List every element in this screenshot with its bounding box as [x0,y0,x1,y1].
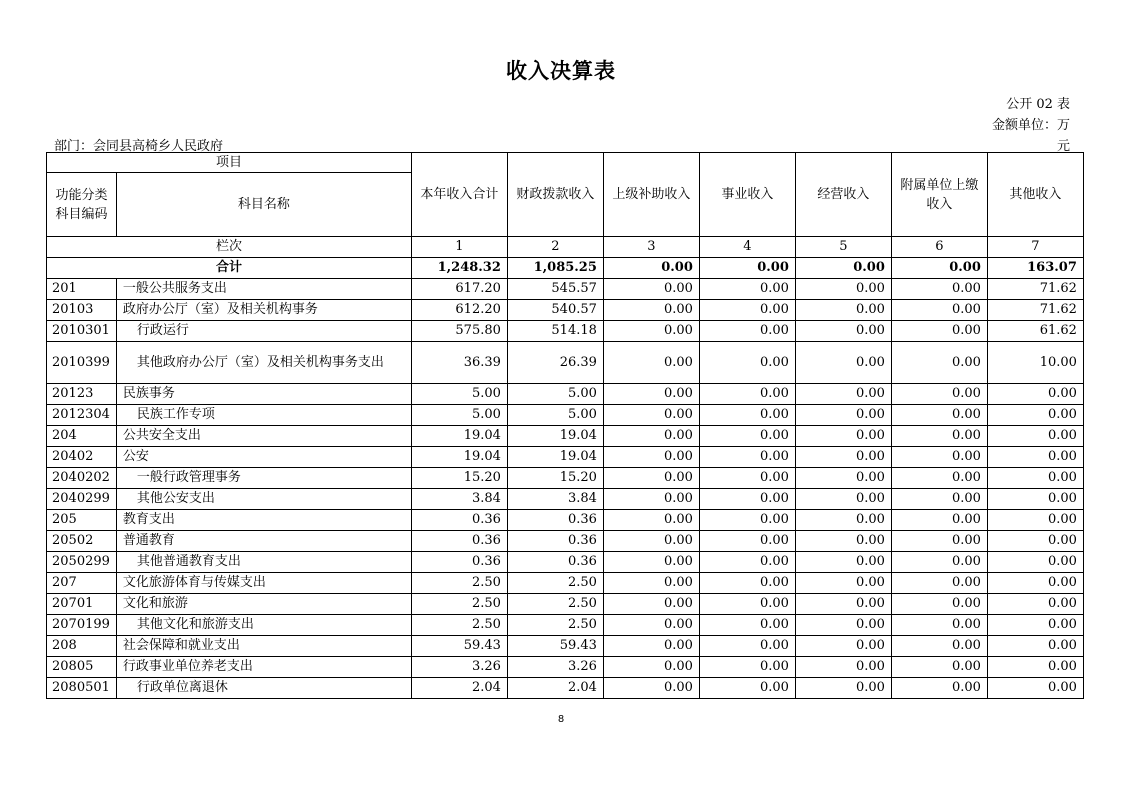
amount-col3: 0.00 [603,510,699,531]
header-total-income: 本年收入合计 [411,153,507,237]
amount-col7: 0.00 [987,531,1083,552]
header-fiscal-allocation: 财政拨款收入 [507,153,603,237]
header-item: 项目 [47,153,412,173]
total-value-col1: 1,248.32 [411,258,507,279]
column-index-6: 6 [891,237,987,258]
amount-col5: 0.00 [795,657,891,678]
amount-col5: 0.00 [795,531,891,552]
amount-col2: 19.04 [507,447,603,468]
amount-col7: 0.00 [987,468,1083,489]
form-number: 公开 02 表 [1006,97,1070,112]
amount-col3: 0.00 [603,384,699,405]
amount-col1: 575.80 [411,321,507,342]
total-value-col4: 0.00 [699,258,795,279]
table-row [47,531,1084,552]
subject-name: 其他普通教育支出 [116,552,411,573]
amount-col4: 0.00 [699,321,795,342]
amount-col4: 0.00 [699,405,795,426]
amount-col5: 0.00 [795,573,891,594]
amount-col4: 0.00 [699,510,795,531]
amount-col4: 0.00 [699,447,795,468]
subject-code: 2040299 [47,489,117,510]
amount-col1: 5.00 [411,405,507,426]
amount-col4: 0.00 [699,636,795,657]
amount-col5: 0.00 [795,678,891,699]
amount-col2: 514.18 [507,321,603,342]
column-index-5: 5 [795,237,891,258]
subject-code: 20123 [47,384,117,405]
amount-col3: 0.00 [603,489,699,510]
subject-code: 20701 [47,594,117,615]
table-row [47,447,1084,468]
amount-col6: 0.00 [891,447,987,468]
subject-name: 行政单位离退休 [116,678,411,699]
subject-code: 204 [47,426,117,447]
header-other-income: 其他收入 [987,153,1083,237]
column-index-4: 4 [699,237,795,258]
table-row [47,468,1084,489]
subject-code: 2080501 [47,678,117,699]
amount-col1: 2.50 [411,615,507,636]
amount-col3: 0.00 [603,300,699,321]
amount-col6: 0.00 [891,300,987,321]
column-index-label: 栏次 [47,237,412,258]
amount-col7: 61.62 [987,321,1083,342]
subject-code: 205 [47,510,117,531]
total-value-col6: 0.00 [891,258,987,279]
amount-col5: 0.00 [795,510,891,531]
column-index-1: 1 [411,237,507,258]
total-value-col7: 163.07 [987,258,1083,279]
subject-code: 2012304 [47,405,117,426]
amount-col3: 0.00 [603,426,699,447]
table-row [47,594,1084,615]
amount-col4: 0.00 [699,552,795,573]
total-value-col2: 1,085.25 [507,258,603,279]
column-index-2: 2 [507,237,603,258]
amount-col6: 0.00 [891,468,987,489]
table-row [47,384,1084,405]
amount-col5: 0.00 [795,615,891,636]
amount-col1: 612.20 [411,300,507,321]
header-operating-income: 经营收入 [795,153,891,237]
table-row [47,657,1084,678]
amount-col1: 36.39 [411,342,507,384]
amount-col4: 0.00 [699,594,795,615]
amount-col5: 0.00 [795,489,891,510]
subject-name: 行政运行 [116,321,411,342]
subject-code: 2010301 [47,321,117,342]
amount-col2: 2.50 [507,573,603,594]
amount-col6: 0.00 [891,342,987,384]
amount-col3: 0.00 [603,594,699,615]
amount-col6: 0.00 [891,510,987,531]
amount-col7: 10.00 [987,342,1083,384]
amount-col6: 0.00 [891,279,987,300]
amount-unit-label-continued: 元 [1056,139,1070,154]
amount-col4: 0.00 [699,573,795,594]
amount-col5: 0.00 [795,321,891,342]
subject-code: 2050299 [47,552,117,573]
amount-col1: 59.43 [411,636,507,657]
amount-col3: 0.00 [603,552,699,573]
table-row [47,426,1084,447]
header-business-income: 事业收入 [699,153,795,237]
amount-col3: 0.00 [603,468,699,489]
amount-col3: 0.00 [603,678,699,699]
amount-col5: 0.00 [795,279,891,300]
amount-col1: 5.00 [411,384,507,405]
subject-name: 其他公安支出 [116,489,411,510]
amount-col2: 59.43 [507,636,603,657]
amount-col7: 0.00 [987,384,1083,405]
amount-col7: 0.00 [987,615,1083,636]
department-label: 部门：会同县高椅乡人民政府 [54,139,224,154]
amount-col6: 0.00 [891,426,987,447]
amount-col7: 0.00 [987,426,1083,447]
header-function-code: 功能分类科目编码 [47,173,117,237]
amount-col7: 0.00 [987,552,1083,573]
amount-col2: 3.84 [507,489,603,510]
table-row [47,342,1084,384]
subject-name: 文化旅游体育与传媒支出 [116,573,411,594]
amount-col2: 0.36 [507,552,603,573]
amount-col3: 0.00 [603,573,699,594]
amount-col7: 0.00 [987,678,1083,699]
total-value-col3: 0.00 [603,258,699,279]
subject-code: 208 [47,636,117,657]
amount-col5: 0.00 [795,447,891,468]
table-row [47,510,1084,531]
amount-col2: 2.04 [507,678,603,699]
amount-col6: 0.00 [891,489,987,510]
amount-col3: 0.00 [603,447,699,468]
amount-col7: 0.00 [987,573,1083,594]
amount-col6: 0.00 [891,552,987,573]
column-index-3: 3 [603,237,699,258]
amount-col6: 0.00 [891,657,987,678]
amount-col6: 0.00 [891,384,987,405]
amount-col7: 0.00 [987,657,1083,678]
amount-col1: 0.36 [411,510,507,531]
amount-unit-label: 金额单位：万 [991,118,1070,133]
header-affiliated-unit-income: 附属单位上缴收入 [891,153,987,237]
subject-code: 207 [47,573,117,594]
amount-col5: 0.00 [795,384,891,405]
header-superior-subsidy: 上级补助收入 [603,153,699,237]
subject-name: 一般行政管理事务 [116,468,411,489]
table-row [47,321,1084,342]
table-row [47,636,1084,657]
header-subject-name: 科目名称 [116,173,411,237]
total-value-col5: 0.00 [795,258,891,279]
amount-col1: 2.04 [411,678,507,699]
amount-col1: 3.26 [411,657,507,678]
table-row [47,678,1084,699]
amount-col2: 545.57 [507,279,603,300]
subject-name: 公共安全支出 [116,426,411,447]
amount-col2: 26.39 [507,342,603,384]
subject-name: 民族事务 [116,384,411,405]
amount-col4: 0.00 [699,615,795,636]
amount-col3: 0.00 [603,531,699,552]
subject-name: 公安 [116,447,411,468]
amount-col4: 0.00 [699,678,795,699]
amount-col7: 0.00 [987,510,1083,531]
amount-col5: 0.00 [795,342,891,384]
subject-code: 201 [47,279,117,300]
table-row [47,300,1084,321]
amount-col5: 0.00 [795,552,891,573]
table-row [47,573,1084,594]
amount-col1: 19.04 [411,426,507,447]
amount-col1: 19.04 [411,447,507,468]
income-statement-table [46,152,1084,699]
amount-col4: 0.00 [699,342,795,384]
amount-col4: 0.00 [699,300,795,321]
subject-name: 社会保障和就业支出 [116,636,411,657]
column-index-7: 7 [987,237,1083,258]
amount-col1: 15.20 [411,468,507,489]
amount-col2: 15.20 [507,468,603,489]
amount-col6: 0.00 [891,594,987,615]
amount-col2: 2.50 [507,594,603,615]
amount-col2: 5.00 [507,384,603,405]
subject-code: 2070199 [47,615,117,636]
amount-col6: 0.00 [891,615,987,636]
subject-code: 20103 [47,300,117,321]
amount-col4: 0.00 [699,279,795,300]
amount-col5: 0.00 [795,300,891,321]
amount-col1: 2.50 [411,594,507,615]
subject-code: 20402 [47,447,117,468]
subject-name: 民族工作专项 [116,405,411,426]
amount-col1: 0.36 [411,531,507,552]
amount-col2: 19.04 [507,426,603,447]
subject-name: 政府办公厅（室）及相关机构事务 [116,300,411,321]
amount-col5: 0.00 [795,594,891,615]
amount-col7: 0.00 [987,594,1083,615]
page-title: 收入决算表 [506,59,616,83]
amount-col2: 540.57 [507,300,603,321]
subject-name: 一般公共服务支出 [116,279,411,300]
amount-col6: 0.00 [891,531,987,552]
amount-col7: 0.00 [987,405,1083,426]
amount-col6: 0.00 [891,405,987,426]
subject-code: 2040202 [47,468,117,489]
subject-name: 普通教育 [116,531,411,552]
subject-code: 20502 [47,531,117,552]
amount-col2: 0.36 [507,510,603,531]
amount-col6: 0.00 [891,678,987,699]
amount-col4: 0.00 [699,489,795,510]
amount-col5: 0.00 [795,636,891,657]
amount-col3: 0.00 [603,321,699,342]
amount-col3: 0.00 [603,279,699,300]
amount-col3: 0.00 [603,615,699,636]
amount-col4: 0.00 [699,384,795,405]
table-row [47,552,1084,573]
table-row [47,279,1084,300]
amount-col4: 0.00 [699,657,795,678]
amount-col3: 0.00 [603,405,699,426]
amount-col3: 0.00 [603,636,699,657]
amount-col6: 0.00 [891,636,987,657]
table-row [47,405,1084,426]
amount-col5: 0.00 [795,405,891,426]
amount-col6: 0.00 [891,321,987,342]
subject-name: 行政事业单位养老支出 [116,657,411,678]
amount-col1: 0.36 [411,552,507,573]
amount-col4: 0.00 [699,531,795,552]
amount-col2: 5.00 [507,405,603,426]
amount-col2: 0.36 [507,531,603,552]
amount-col1: 617.20 [411,279,507,300]
amount-col7: 0.00 [987,447,1083,468]
subject-code: 20805 [47,657,117,678]
subject-name: 教育支出 [116,510,411,531]
page-number: 8 [557,714,565,725]
amount-col5: 0.00 [795,468,891,489]
amount-col2: 2.50 [507,615,603,636]
amount-col5: 0.00 [795,426,891,447]
amount-col1: 3.84 [411,489,507,510]
amount-col1: 2.50 [411,573,507,594]
amount-col3: 0.00 [603,342,699,384]
total-label: 合计 [47,258,412,279]
amount-col7: 0.00 [987,489,1083,510]
amount-col7: 0.00 [987,636,1083,657]
amount-col7: 71.62 [987,300,1083,321]
amount-col2: 3.26 [507,657,603,678]
table-row [47,615,1084,636]
amount-col6: 0.00 [891,573,987,594]
subject-code: 2010399 [47,342,117,384]
subject-name: 文化和旅游 [116,594,411,615]
table-row [47,489,1084,510]
amount-col7: 71.62 [987,279,1083,300]
subject-name: 其他文化和旅游支出 [116,615,411,636]
amount-col4: 0.00 [699,468,795,489]
amount-col3: 0.00 [603,657,699,678]
amount-col4: 0.00 [699,426,795,447]
subject-name: 其他政府办公厅（室）及相关机构事务支出 [116,342,411,384]
